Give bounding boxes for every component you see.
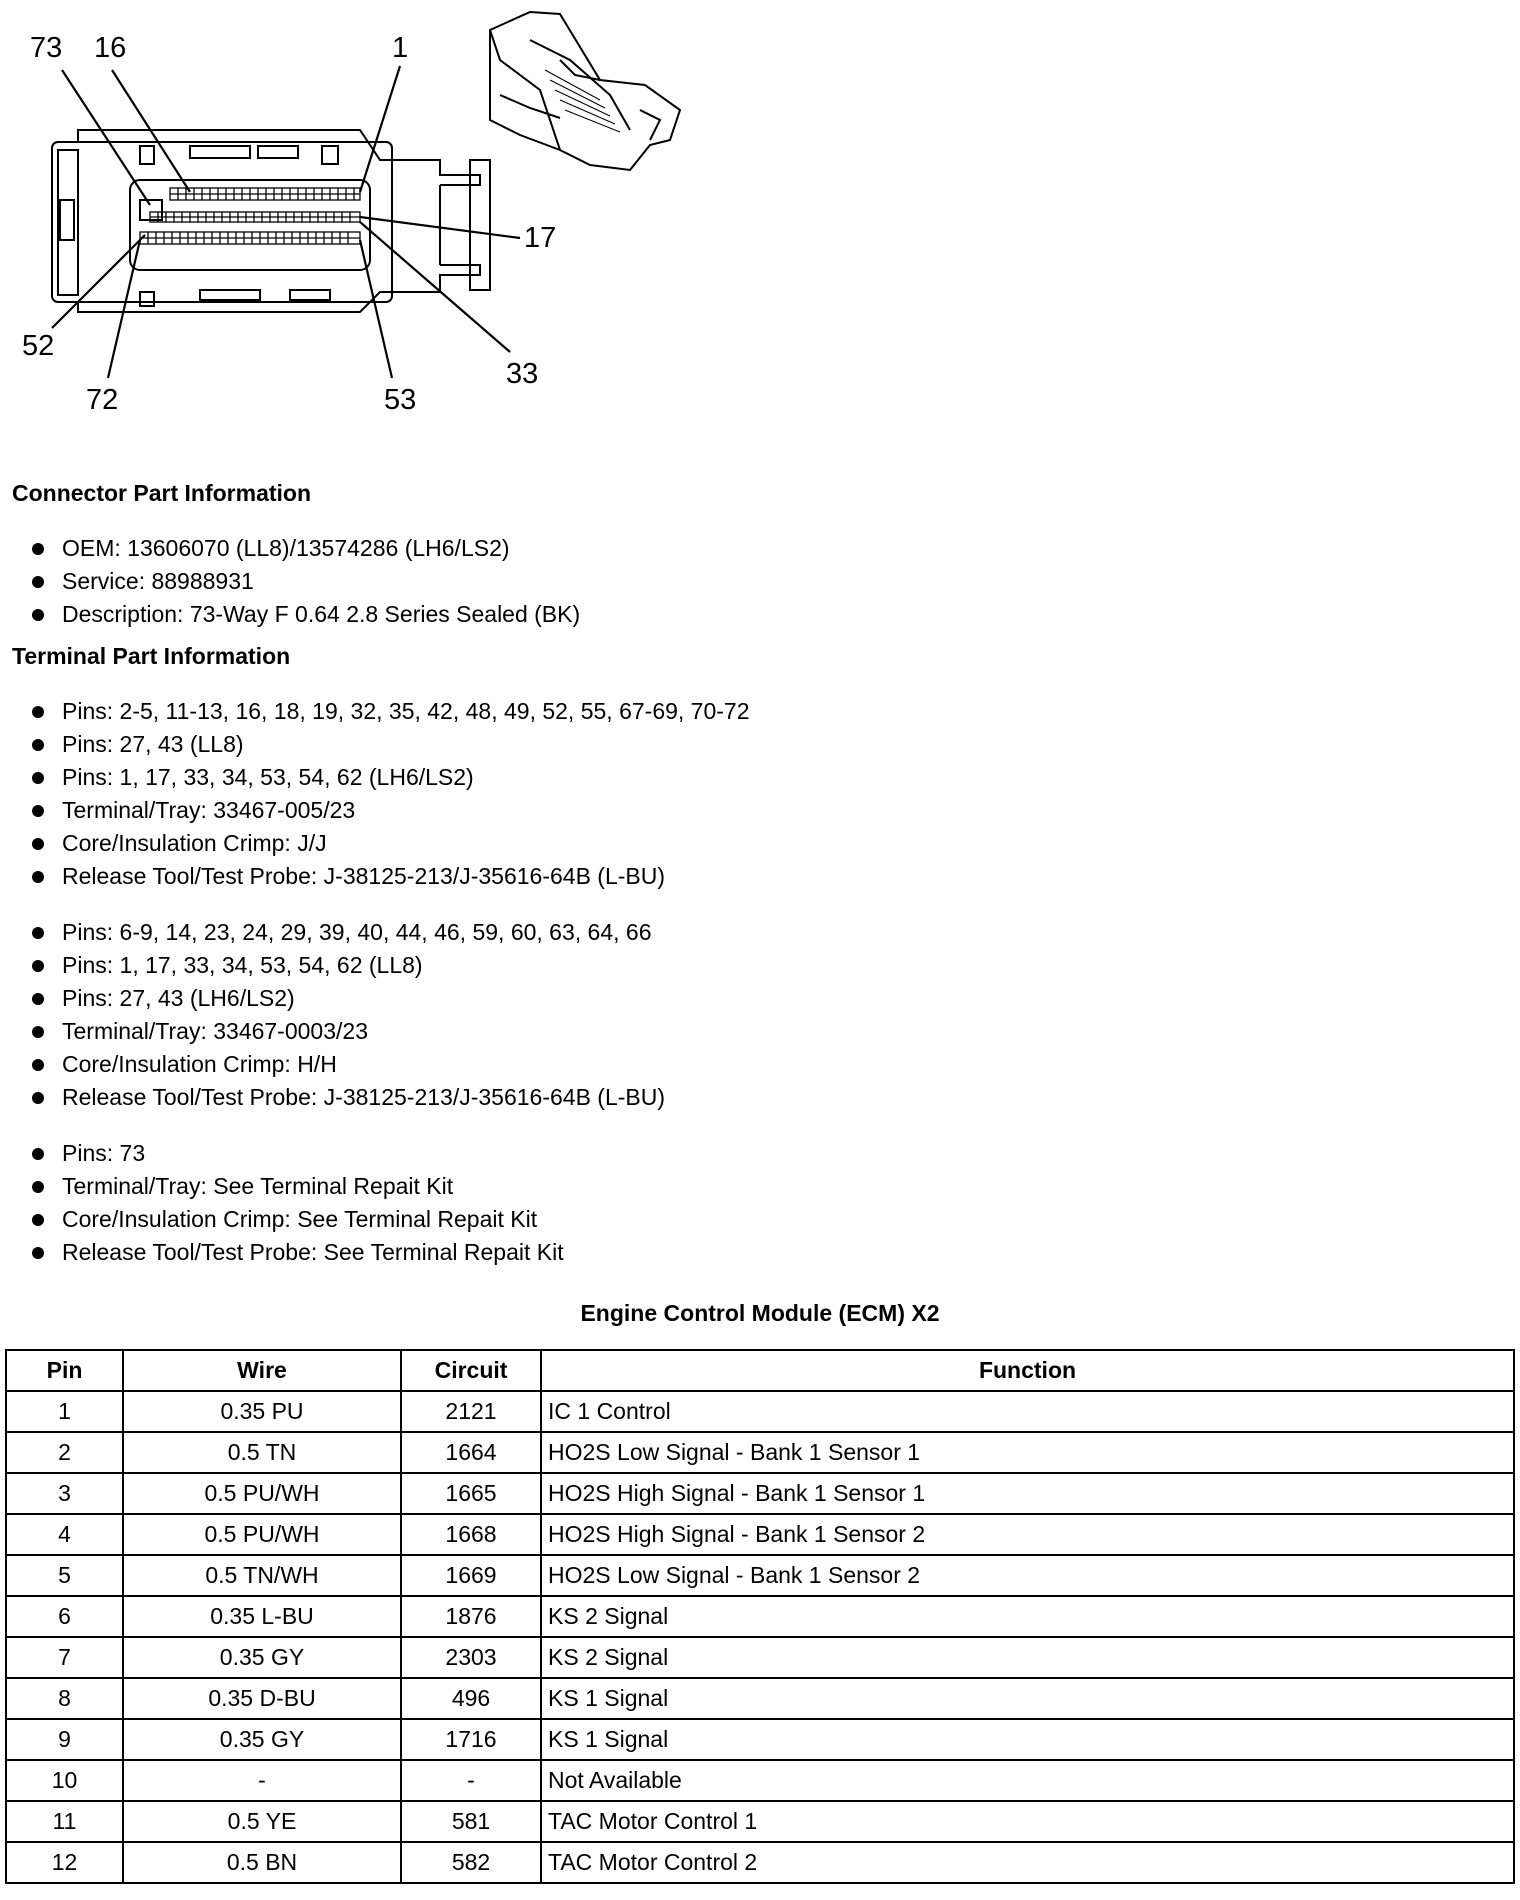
- cell-circuit: 496: [401, 1678, 541, 1719]
- cell-circuit: 1668: [401, 1514, 541, 1555]
- callout-52: 52: [22, 330, 55, 362]
- cell-pin: 2: [6, 1432, 123, 1473]
- list-item: Description: 73-Way F 0.64 2.8 Series Sealed (BK): [28, 598, 580, 631]
- cell-pin: 12: [6, 1842, 123, 1883]
- callout-17: 17: [524, 222, 557, 254]
- list-item: Pins: 2-5, 11-13, 16, 18, 19, 32, 35, 42, 48, 49, 52, 55, 67-69, 70-72: [28, 695, 750, 728]
- cell-function: Not Available: [541, 1760, 1514, 1801]
- table-row: [6, 1432, 1514, 1473]
- callout-16: 16: [94, 32, 127, 64]
- terminal-part-heading: Terminal Part Information: [12, 643, 291, 669]
- list-item: Service: 88988931: [28, 565, 580, 598]
- callout-53: 53: [384, 384, 417, 416]
- cell-circuit: 582: [401, 1842, 541, 1883]
- cell-pin: 4: [6, 1514, 123, 1555]
- cell-pin: 8: [6, 1678, 123, 1719]
- cell-pin: 1: [6, 1391, 123, 1432]
- header-pin: Pin: [6, 1350, 123, 1391]
- connector-part-heading: Connector Part Information: [12, 480, 312, 506]
- cell-function: KS 1 Signal: [541, 1678, 1514, 1719]
- cell-wire: -: [123, 1760, 401, 1801]
- list-item: Release Tool/Test Probe: J-38125-213/J-35616-64B (L-BU): [28, 1081, 665, 1114]
- cell-pin: 5: [6, 1555, 123, 1596]
- table-row: [6, 1391, 1514, 1432]
- list-item: Terminal/Tray: See Terminal Repait Kit: [28, 1170, 564, 1203]
- cell-wire: 0.35 GY: [123, 1719, 401, 1760]
- list-item: Pins: 1, 17, 33, 34, 53, 54, 62 (LH6/LS2): [28, 761, 750, 794]
- cell-wire: 0.5 TN/WH: [123, 1555, 401, 1596]
- cell-circuit: 1669: [401, 1555, 541, 1596]
- cell-wire: 0.35 PU: [123, 1391, 401, 1432]
- cell-function: HO2S High Signal - Bank 1 Sensor 2: [541, 1514, 1514, 1555]
- cell-circuit: 2121: [401, 1391, 541, 1432]
- list-item: OEM: 13606070 (LL8)/13574286 (LH6/LS2): [28, 532, 580, 565]
- list-item: Terminal/Tray: 33467-0003/23: [28, 1015, 665, 1048]
- list-item: Release Tool/Test Probe: See Terminal Repait Kit: [28, 1236, 564, 1269]
- cell-pin: 10: [6, 1760, 123, 1801]
- list-item: Core/Insulation Crimp: J/J: [28, 827, 750, 860]
- list-item: Core/Insulation Crimp: H/H: [28, 1048, 665, 1081]
- cell-wire: 0.35 GY: [123, 1637, 401, 1678]
- cell-function: KS 1 Signal: [541, 1719, 1514, 1760]
- cell-wire: 0.5 BN: [123, 1842, 401, 1883]
- cell-function: TAC Motor Control 2: [541, 1842, 1514, 1883]
- cell-circuit: 2303: [401, 1637, 541, 1678]
- connector-part-list: [28, 532, 580, 631]
- cell-wire: 0.35 D-BU: [123, 1678, 401, 1719]
- header-wire: Wire: [123, 1350, 401, 1391]
- table-row: [6, 1514, 1514, 1555]
- table-row: [6, 1637, 1514, 1678]
- table-header-row: [6, 1350, 1514, 1391]
- table-row: [6, 1760, 1514, 1801]
- cell-function: IC 1 Control: [541, 1391, 1514, 1432]
- cell-circuit: -: [401, 1760, 541, 1801]
- cell-pin: 6: [6, 1596, 123, 1637]
- list-item: Terminal/Tray: 33467-005/23: [28, 794, 750, 827]
- terminal-group-3: [28, 1137, 564, 1269]
- cell-circuit: 1665: [401, 1473, 541, 1514]
- cell-function: KS 2 Signal: [541, 1637, 1514, 1678]
- terminal-group-1: [28, 695, 750, 893]
- cell-circuit: 581: [401, 1801, 541, 1842]
- list-item: Release Tool/Test Probe: J-38125-213/J-35616-64B (L-BU): [28, 860, 750, 893]
- table-row: [6, 1473, 1514, 1514]
- callout-1: 1: [392, 32, 409, 64]
- table-row: [6, 1801, 1514, 1842]
- cell-pin: 11: [6, 1801, 123, 1842]
- list-item: Pins: 6-9, 14, 23, 24, 29, 39, 40, 44, 46, 59, 60, 63, 64, 66: [28, 916, 665, 949]
- cell-wire: 0.5 YE: [123, 1801, 401, 1842]
- cell-wire: 0.5 PU/WH: [123, 1473, 401, 1514]
- list-item: Pins: 27, 43 (LH6/LS2): [28, 982, 665, 1015]
- header-circuit: Circuit: [401, 1350, 541, 1391]
- connector-diagram: [0, 0, 780, 430]
- cell-circuit: 1716: [401, 1719, 541, 1760]
- callout-33: 33: [506, 358, 539, 390]
- callout-72: 72: [86, 384, 119, 416]
- table-row: [6, 1678, 1514, 1719]
- cell-function: TAC Motor Control 1: [541, 1801, 1514, 1842]
- table-row: [6, 1596, 1514, 1637]
- cell-function: HO2S Low Signal - Bank 1 Sensor 1: [541, 1432, 1514, 1473]
- callout-73: 73: [30, 32, 63, 64]
- table-row: [6, 1842, 1514, 1883]
- cell-circuit: 1664: [401, 1432, 541, 1473]
- table-row: [6, 1719, 1514, 1760]
- cell-pin: 9: [6, 1719, 123, 1760]
- terminal-group-2: [28, 916, 665, 1114]
- cell-function: KS 2 Signal: [541, 1596, 1514, 1637]
- list-item: Core/Insulation Crimp: See Terminal Repait Kit: [28, 1203, 564, 1236]
- cell-circuit: 1876: [401, 1596, 541, 1637]
- table-title: Engine Control Module (ECM) X2: [580, 1300, 940, 1326]
- cell-function: HO2S Low Signal - Bank 1 Sensor 2: [541, 1555, 1514, 1596]
- table-row: [6, 1555, 1514, 1596]
- list-item: Pins: 1, 17, 33, 34, 53, 54, 62 (LL8): [28, 949, 665, 982]
- cell-pin: 3: [6, 1473, 123, 1514]
- cell-wire: 0.5 TN: [123, 1432, 401, 1473]
- cell-pin: 7: [6, 1637, 123, 1678]
- header-function: Function: [541, 1350, 1514, 1391]
- cell-wire: 0.5 PU/WH: [123, 1514, 401, 1555]
- cell-function: HO2S High Signal - Bank 1 Sensor 1: [541, 1473, 1514, 1514]
- cell-wire: 0.35 L-BU: [123, 1596, 401, 1637]
- list-item: Pins: 73: [28, 1137, 564, 1170]
- list-item: Pins: 27, 43 (LL8): [28, 728, 750, 761]
- pinout-table: [5, 1349, 1515, 1884]
